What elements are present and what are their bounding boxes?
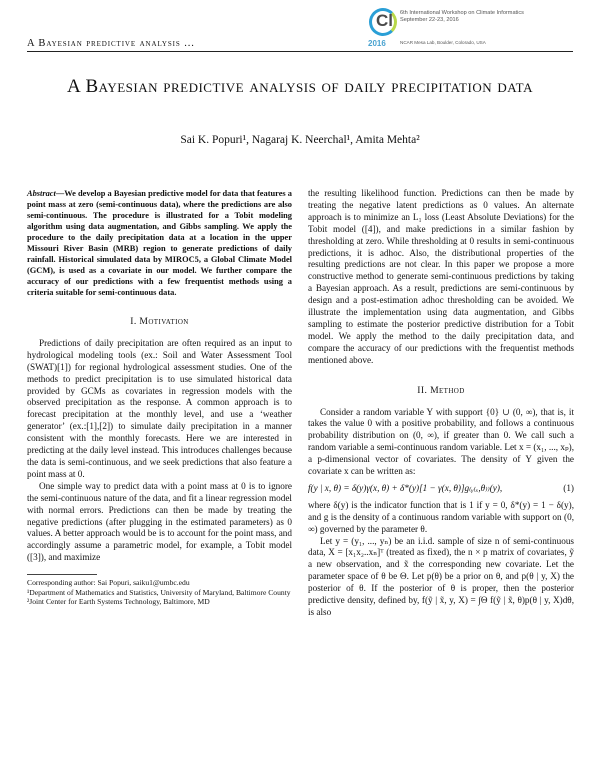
workshop-logo bbox=[368, 2, 578, 50]
equation-body: f(y | x, θ) = δ(y)γ(x, θ) + δ*(y)[1 − γ(x, θ)]g₍ᵧ₍ₓ,θ₎₎(y), bbox=[308, 482, 503, 493]
paragraph: Consider a random variable Y with support {0} ∪ (0, ∞), that is, it takes the value 0 with a positive probability, and follows a continuous probability distribution on (0, ∞), if greater than 0. We call such a random variable a semi-continuous random variable. Let x = (x₁, ..., xₚ), a p-dimensional vector of covariates. The density of Y given the covariate x can be written as: bbox=[308, 406, 574, 477]
workshop-dates: September 22-23, 2016 bbox=[400, 17, 459, 23]
equation-1 bbox=[308, 483, 574, 495]
footnote-corresponding: Corresponding author: Sai Popuri, saiku1@umbc.edu bbox=[27, 578, 190, 588]
section-heading-method: II. Method bbox=[417, 384, 465, 396]
right-column bbox=[308, 188, 574, 619]
logo-mark: Cl bbox=[376, 11, 393, 30]
paper-authors: Sai K. Popuri¹, Nagaraj K. Neerchal¹, Amita Mehta² bbox=[180, 134, 420, 146]
abstract-body: We develop a Bayesian predictive model for data that features a point mass at zero (semi-continuous data), where the predictions are also semi-continuous. The procedure is illustrated for a Tobit modeling algorithm using data augmentation, and Gibbs sampling. We apply the procedure to the daily precipitation data at a location in the upper Missouri River Basin (MRB) region to generate predictions of daily rainfall. Historical simulated data by MIROC5, a Global Climate Model (GCM), is used as a covariate in our model. We further compare the accuracy of our predictions with a few frequentist methods using a criteria suitable for semi-continuous data. bbox=[27, 189, 292, 297]
paragraph: where δ(y) is the indicator function that is 1 if y = 0, δ*(y) = 1 − δ(y), and g is the density of a continuous random variable with support on (0, ∞) governed by the parameter θ. bbox=[308, 499, 574, 534]
section-heading-motivation: I. Motivation bbox=[130, 316, 189, 327]
workshop-venue: NCAR Mesa Lab, Boulder, Colorado, USA bbox=[400, 40, 486, 45]
header-rule bbox=[27, 51, 573, 52]
abstract bbox=[27, 188, 292, 298]
equation-number: (1) bbox=[563, 482, 574, 493]
abstract-lead: Abstract— bbox=[27, 189, 65, 198]
logo-year: 2016 bbox=[368, 39, 386, 48]
running-head: A Bayesian predictive analysis ... bbox=[27, 38, 195, 49]
footnote-affiliations: ¹Department of Mathematics and Statistics, University of Maryland, Baltimore County ²Joint Center for Earth Systems Technology, Baltimore, MD bbox=[27, 587, 291, 607]
left-column bbox=[27, 188, 292, 607]
paragraph: Let y = (y₁, ..., yₙ) be an i.i.d. sample of size n of semi-continuous data, X = [x₁x₂..xₙ]ᵀ (treated as fixed), the n × p matrix of covariates, ỹ a new observation, and x̃ the corresponding new covariate. Let the parameter space of θ be Θ. Let p(θ) be a prior on θ, and p(θ | y, X) the posterior of θ. If the posterior of θ is proper, then the posterior predictive density, defined by, f(ỹ | x̃, y, X) = ∫Θ f(ỹ | x̃, θ)p(θ | y, X)dθ, is also bbox=[308, 535, 574, 617]
footnote-rule bbox=[27, 574, 97, 575]
paper-title: A Bayesian predictive analysis of daily precipitation data bbox=[67, 76, 533, 97]
paragraph: the resulting likelihood function. Predictions can then be made by treating the negative latent predictions as 0 values. An alternate approach is to minimize an L₁ loss (Least Absolute Deviations) for the Tobit model ([4]), and make predictions in a similar fashion by thresholding at zero. While thresholding at 0 results in semi-continuous predictions, it is adhoc. Also, the distributional properties of the resulting predictions are not clear. In this paper we propose a more constructive method to generate semi-continuous predictions by taking a Bayesian approach. As a result, predictions are semi-continuous by design and a post-estimation adhoc thresholding can be avoided. We illustrate the implementation using data augmentation, and Gibbs sampling to estimate the posterior predictive distribution for a Tobit model. We apply the method to the daily precipitation data, and compare the accuracy of our predictions with the frequentist methods mentioned above. bbox=[308, 188, 574, 365]
workshop-name: 6th International Workshop on Climate Informatics September 22-23, 2016 bbox=[400, 10, 578, 24]
paragraph: Predictions of daily precipitation are often required as an input to hydrological modeling tools (ex.: Soil and Water Assessment Tool (SWAT)[1]) for regional hydrological assessment studies. One of the methods to predict precipitation is to use simulated historical data provided by GCMs as covariates in regression models with the observed precipitation as the response. A common approach is to forecast precipitation at the monthly level, and use a ‘weather generator’ (ex.:[1],[2]) to simulate daily precipitation in a manner consistent with the monthly forecasts. Here we are interested in predicting at the daily level instead. This introduces challenges because the data is semi-continuous, and we seek predictions that also feature a point mass at 0. bbox=[27, 337, 292, 479]
paragraph: One simple way to predict data with a point mass at 0 is to ignore the semi-continuous nature of the data, and fit a linear regression model with normal errors. Predictions can then be made by treating the negative predictions (after plugging in the estimated parameters) as 0 values. A better approach would be is to account for the point mass, and accordingly assume a parametric model, for example, a Tobit model ([3]), and maximize bbox=[27, 480, 292, 563]
